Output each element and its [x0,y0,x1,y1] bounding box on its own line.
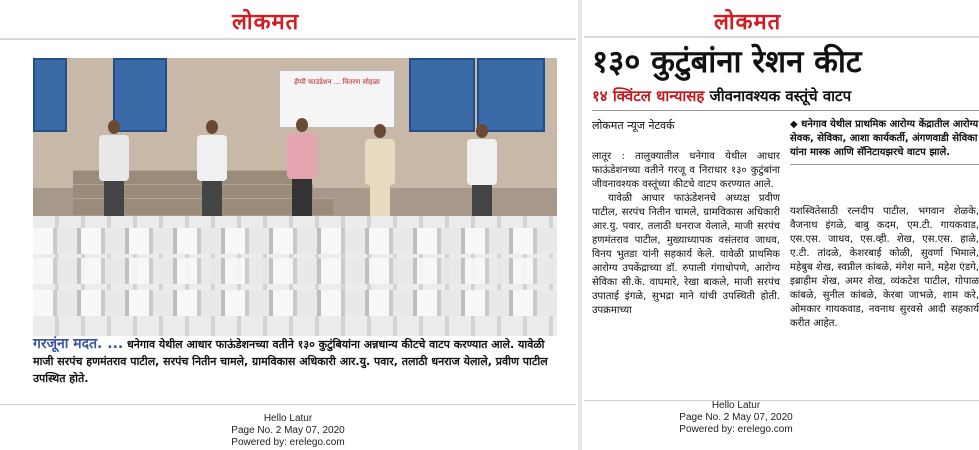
window [477,58,545,132]
caption-text: धनेगाव येथील आधार फाऊंडेशनच्या वतीने १३० कुटुंबियांना अन्नधान्य कीटचे वाटप करण्यात आले. यावेळी माजी सरपंच हणमंतराव पाटील, सरपंच नितीन चामले, ग्रामविकास अधिकारी आर.यु. पवार, तलाठी धनराज येलाले, प्रवीण पाटील उपस्थित होते. [33,338,548,385]
highlight-box: ◆ धनेगाव येथील प्राथमिक आरोग्य केंद्रातील आरोग्य सेवक, सेविका, आशा कार्यकर्ती, अंगणवाडी सेविका यांना मास्क आणि सॅनिटायझरचे वाटप झाले. [790,118,979,165]
person [363,124,397,227]
article-headline: १३० कुटुंबांना रेशन कीट [592,44,862,80]
person [97,120,131,223]
byline: लोकमत न्यूज नेटवर्क [592,119,675,132]
masthead-rule [0,38,576,40]
window [409,58,475,132]
article-subheadline [592,86,851,106]
event-banner: हॅप्पी फाउंडेशन ... वितरण सोहळा [279,70,395,128]
masthead-rule [584,36,979,38]
subheadline-black: जीवनावश्यक वस्तूंचे वाटप [704,87,852,105]
paragraph: लातूर : तालुक्यातील धनेगाव येथील आधार फाऊंडेशनच्या वतीने गरजू व निराधार १३० कुटुंबांना जीवनावश्यक वस्तूंच्या कीटचे वाटप करण्यात आले. [592,151,780,190]
article-column-2: यशस्वितेसाठी रत्नदीप पाटील, भगवान शेळके, वैजनाथ इंगळे, बाबु कदम, एम.टी. गायकवाड, एस.एस. जाधव, एस.व्ही. शेख, एस.एस. हाळे, ए.टी. तांदळे, केशरबाई कोळी, सुवर्णा भिमाले, महेबुब शेख, स्वप्नील कांबळे, मंगेश माने, महेश एंडगे, इब्राहीम शेख, अमर शेख, व्यंकटेश पाटील, गोपाळ कांबळे, सुनील कांबळे, केरबा जाभळे, शाम करे, ओमकार गायकवाड, नवनाथ सुरवसे आदी सहकार्य करीत आहेत. [790,206,979,329]
footer-powered-by: Powered by: erelego.com [231,437,345,448]
footer-site: Hello Latur [711,400,761,411]
page-footer [636,400,836,436]
photo-caption [33,336,557,387]
person [195,120,229,223]
lokmat-logo: लोकमत [232,9,300,35]
person [285,118,319,221]
caption-lead: गरजूंना मदत. ... [33,336,124,352]
person [465,124,499,227]
lokmat-logo: लोकमत [714,9,782,35]
window [33,58,67,132]
footer-powered-by: Powered by: erelego.com [679,424,793,435]
footer-site: Hello Latur [263,413,313,424]
paragraph: यावेळी आधार फाऊंडेशनचे अध्यक्ष प्रवीण पाटील, सरपंच नितीन चामले, ग्रामविकास अधिकारी आर.यु. पवार, तलाठी धनराज येलाले, माजी सरपंच हणमंतराव पाटील, मुख्याध्यापक वसंतराव जाधव, विनय भुतडा यांनी सहकार्य केले. यावेळी प्राथमिक आरोग्य उपकेंद्राच्या डॉ. रुपाली गंगाधोपणे, आरोग्य सेविका सी.के. वाघमारे, रेखा बाकले, माजी सरपंच उपाताई इंगळे, सुभद्रा माने यांची उपस्थिती होती. उपक्रमाच्या [592,193,780,316]
page-divider [578,0,582,450]
news-photo [33,58,557,336]
subheadline-red: १४ क्विंटल धान्यासह [592,87,705,105]
right-page [584,0,979,450]
footer-page-date: Page No. 2 May 07, 2020 [679,412,793,423]
page-footer [188,413,388,449]
article-column-1 [592,150,780,318]
footer-page-date: Page No. 2 May 07, 2020 [231,425,345,436]
